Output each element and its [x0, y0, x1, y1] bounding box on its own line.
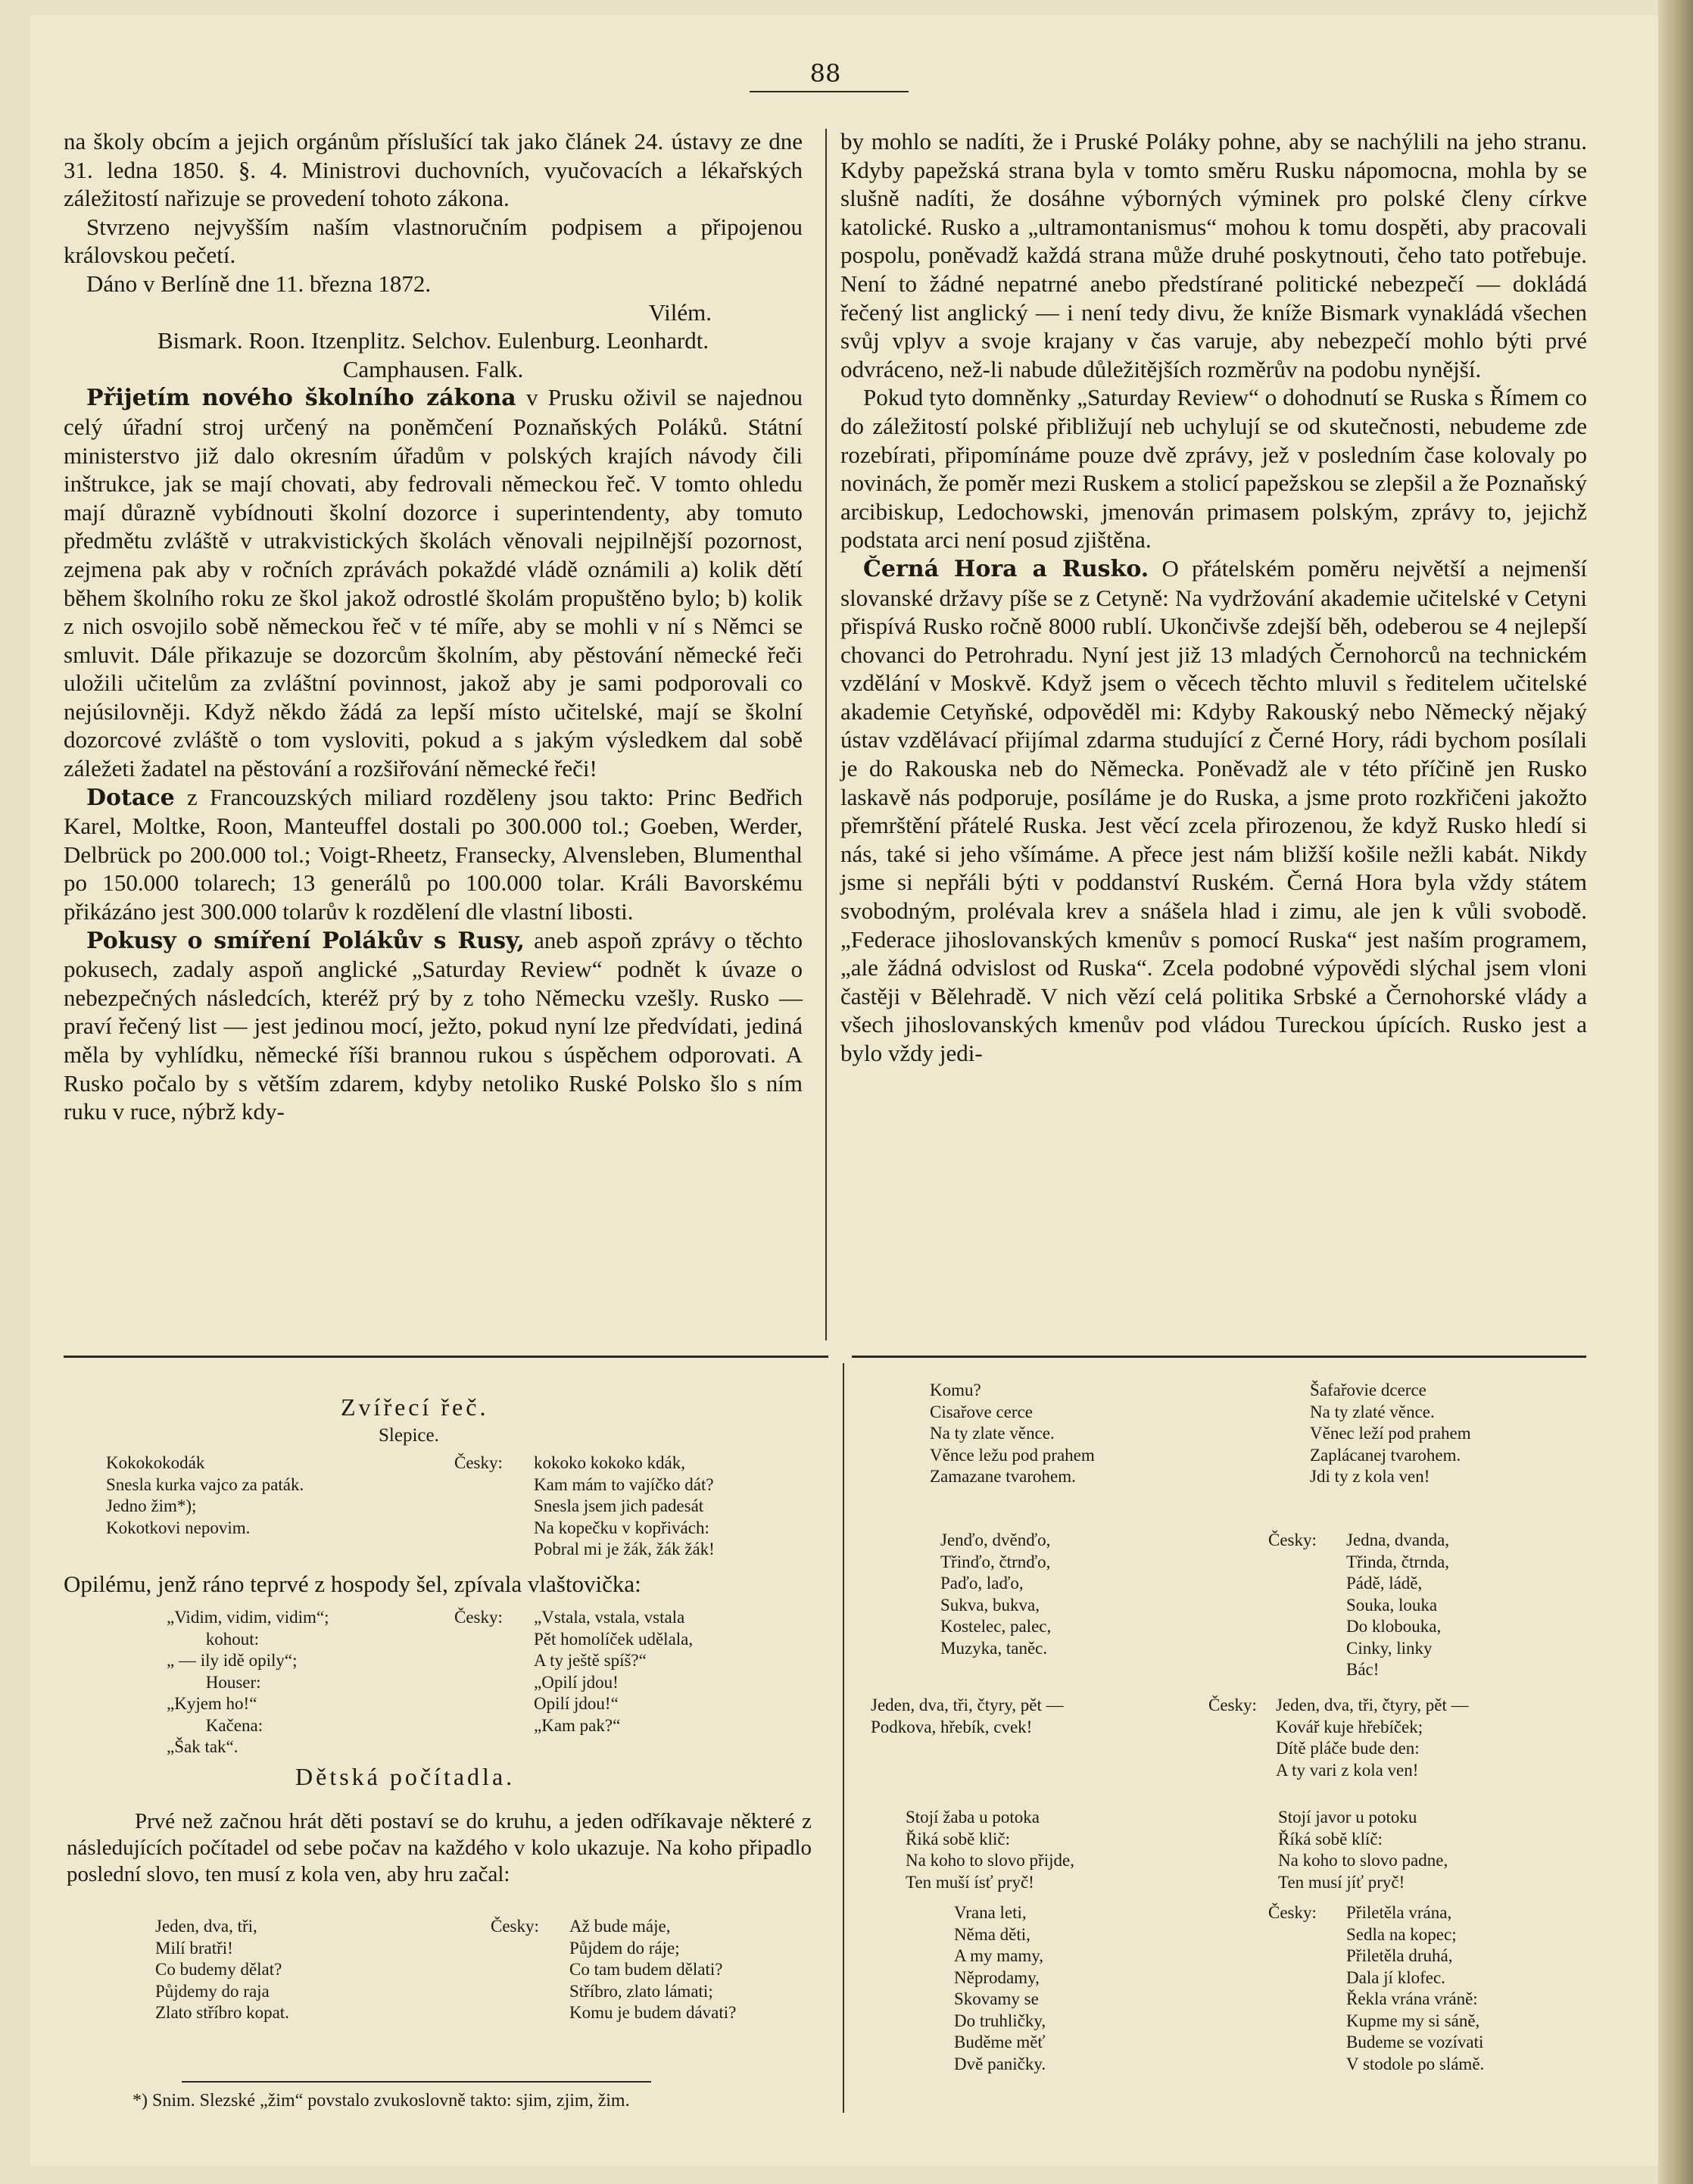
right-column	[840, 127, 1587, 1068]
header-rule	[750, 91, 909, 92]
article-body: z Francouzských miliard rozděleny jsou takto: Princ Bedřich Karel, Moltke, Roon, Manteuffel dostali po 300.000 tol.; Goeben, Werder, Delbrück po 200.000 tol.; Voigt-Rheetz, Fransecky, Alvensleben, Blumenthal po 150.000 tolarech; 13 generálů po 100.000 tolar. Králi Bavorskému přikázáno jest 300.000 tolarův k rozdělení dle vlastní libosti.	[64, 783, 803, 925]
drunkard-dialect: „Vidim, vidim, vidim“; kohout: „ — ily idě opily“; Houser: „Kyjem ho!“ Kačena: „Šak tak“.	[167, 1608, 329, 1756]
rhyme-6-czech: Přiletěla vrána, Sedla na kopec; Přiletěla druhá, Dala jí klofec. Řekla vrána vráně: Kupme my si sáně, Budeme se vozívati V stodole po slámě.	[1346, 1903, 1485, 2073]
cesky-label: Česky:	[454, 1453, 503, 1472]
rhyme-4-dialect: Jeden, dva, tři, čtyry, pět — Podkova, hřebík, cvek!	[871, 1696, 1064, 1736]
article-heading: Přijetím nového školního zákona	[86, 385, 516, 412]
article-paragraph: Pokud tyto domněnky „Saturday Review“ o dohodnutí se Ruska s Římem co do záležitostí polské přibližují neb uchylují se od skutečnosti, nebudeme zde rozebírati, připomínáme pouze dvě zprávy, jež v posledním čase kolovaly po novinách, že poměr mezi Ruskem a stolicí papežskou se zlepšil a že Poznaňský arcibiskup, Ledochowski, jmenován primasem polským, zprávy to, jejichž podstata arci není posud zjištěna.	[840, 384, 1587, 554]
section-rule-right	[852, 1356, 1586, 1358]
subtitle-hen: Slepice.	[379, 1425, 439, 1446]
left-column	[64, 127, 803, 1126]
article-continuation: by mohlo se nadíti, že i Pruské Poláky pohne, aby se nachýlili na jeho stranu. Kdyby papežská strana byla v tomto směru Rusku nápomocna, mohla by se slušně nadíti, že dosáhne výborných výminek pro polské členy církve katolické. Rusko a „ultramontanismus“ mohou k tomu dospěti, aby pracovali pospolu, poněvadž každá strana může druhé poskytnouti, čeho tato potřebuje. Není to žádné nepatrné anebo předstírané politické nebezpečí — dokládá řečený list anglický — i není tedy divu, že kníže Bismark vynakládá všechen svůj vplyv a svoje krajany v čas varuje, aby nebezpečí mohlo býti prvé odvráceno, než-li nabude důležitějších rozměrův na podobu nynější.	[840, 128, 1587, 382]
signature-ministers: Bismark. Roon. Itzenplitz. Selchov. Eulenburg. Leonhardt.	[157, 327, 709, 354]
binding-edge	[1658, 0, 1693, 2184]
hen-czech: kokoko kokoko kdák, Kam mám to vajíčko dát? Snesla jsem jich padesát Na kopečku v kopřivách: Pobral mi je žák, žák žák!	[534, 1453, 715, 1558]
page-number: 88	[809, 59, 841, 88]
article-body: O přátelském poměru největší a nejmenší slovanské državy píše se z Cetyně: Na vydržování akademie učitelské v Cetyni přispívá Rusko ročně 8000 rublí. Ukončivše zdejší běh, odeberou se 4 nejlepší chovanci do Petrohradu. Nyní jest již 13 mladých Černohorců na technickém vzdělání v Moskvě. Když jsem o věcech těchto mluvil s ředitelem učitelské akademie Cetyňské, odpověděl mi: Kdyby Rakouský nebo Německý nějaký ústav vzdělávací přijímal zdarma studující z Černé Hory, rádi bychom posílali je do Rakouska neb do Německa. Poněvadž ale v této příčině jen Rusko laskavě nás podporuje, posíláme je do Ruska, a jsme proto rozkřičeni jakožto přemrštění přátelé Ruska. Jest věcí zcela přirozenou, že když Rusko hledí si nás, také si jeho všímáme. A přece jest nám bližší košile nežli kabát. Nikdy jsme si nepřáli býti v poddanství Ruském. Černá Hora byla vždy státem svobodným, prolévala krev a snášela hlad i zimu, ale jen k vůli svobodě. „Federace jihoslovanských kmenův s pomocí Ruska“ jest naším programem, „ale žádná odvislost od Ruska“. Zcela podobné výpovědi slýchal jsem vloni častěji v Bělehradě. V nich vězí celá politika Srbské a Černohorské vlády a všech jihoslovanských kmenův pod vládou Tureckou úpících. Rusko jest a bylo vždy jedi-	[840, 554, 1587, 1066]
section-rule-left	[64, 1356, 828, 1358]
rhyme-2-dialect: Komu? Cisařove cerce Na ty zlate věnce. Věnce ležu pod prahem Zamazane tvarohem.	[930, 1381, 1095, 1486]
article-heading: Pokusy o smíření Polákův s Rusy,	[86, 927, 525, 954]
hen-dialect: Kokokokodák Snesla kurka vajco za paták. Jedno žim*); Kokotkovi nepovim.	[106, 1453, 304, 1537]
rhyme-4-czech: Jeden, dva, tři, čtyry, pět — Kovář kuje hřebíček; Dítě pláče bude den: A ty vari z kola ven!	[1276, 1696, 1469, 1780]
drunkard-czech: „Vstala, vstala, vstala Pět homolíček udělala, A ty ještě spíš?“ „Opilí jdou! Opilí jdou!“ „Kam pak?“	[534, 1608, 694, 1735]
rhyme-6-dialect: Vrana leti, Něma děti, A my mamy, Něprodamy, Skovamy se Do truhličky, Buděme měť Dvě paničky.	[954, 1903, 1046, 2073]
title-animal-speech: Zvířecí řeč.	[341, 1393, 489, 1421]
rhyme-1-dialect: Jeden, dva, tři, Milí bratři! Co budemy dělat? Půjdemy do raja Zlato stříbro kopat.	[155, 1917, 289, 2022]
article-dotace	[64, 783, 803, 926]
article-body: v Prusku oživil se najednou celý úřadní stroj určený na poněmčení Poznaňských Poláků. Státní ministerstvo již dalo okresním úřadům v polských krajích návody čili inštrukce, jak se mají chovati, aby fedrovali německou řeč. V tomto ohledu mají důrazně vybídnouti školní dozorce i superintendenty, aby tomuto předmětu zvláště v utrakvistických školách věnovali nejpilnější pozornost, zejmena pak aby v ročních zprávách pokaždé vládě oznámili a) kolik dětí během školního roku ze škol jakož odrostlé školám propuštěno bylo; b) kolik z nich osvojilo sobě německou řeč v té míře, aby se mohli v ní s Němci se smluvit. Dále přikazuje se dozorcům školním, aby pěstování německé řeči uložili učitelům za zvláštní povinnost, jakož aby je sami podporovali co nejúsilovněji. Když někdo žádá za lepší místo učitelské, mají se školní dozorcové zvláště o tom vysloviti, pokud a s jakým výsledkem dal sobě záležeti žadatel na pěstování a rozšiřování německé řeči!	[64, 384, 803, 782]
article-school-law	[64, 383, 803, 782]
cesky-label: Česky:	[1268, 1903, 1317, 1922]
column-divider	[825, 129, 827, 1340]
rhyme-2-czech: Šafařovie dcerce Na ty zlaté věnce. Věnec leží pod prahem Zaplácanej tvarohem. Jdi ty z kola ven!	[1310, 1381, 1471, 1486]
title-counting-rhymes: Dětská počítadla.	[295, 1763, 516, 1790]
article-reconciliation	[64, 926, 803, 1126]
article-body: aneb aspoň zprávy o těchto pokusech, zadaly aspoň anglické „Saturday Review“ podnět k úvaze o nebezpečných následcích, kteréž prý by z toho Německu vzešly. Rusko — praví řečený list — jest jedinou mocí, ježto, pokud nyní lze předvídati, jediná měla by vyhlídku, německé říši brannou rukou s úspěchem odporovati. A Rusko počalo by s větším zdarem, kdyby netoliko Ruské Polsko šlo s ním ruku v ruce, nýbrž kdy-	[64, 926, 803, 1125]
article-montenegro	[840, 554, 1587, 1068]
feuilleton-divider	[843, 1363, 844, 2113]
counting-intro: Prvé než začnou hrát děti postaví se do kruhu, a jeden odříkavaje některé z následujících počítadel od sebe počav na každého v kolo ukazuje. Na koho připadlo poslední slovo, ten musí z kola ven, aby hru začal:	[67, 1809, 812, 1886]
cesky-label: Česky:	[491, 1917, 539, 1936]
rhyme-3-dialect: Jenďo, dvěnďo, Třinďo, čtrnďo, Paďo, laďo, Sukva, bukva, Kostelec, palec, Muzyka, taněc.	[940, 1530, 1052, 1658]
rhyme-5-dialect: Stojí žaba u potoka Řiká sobě klič: Na koho to slovo přijde, Ten muší ísť pryč!	[906, 1808, 1074, 1892]
cesky-label: Česky:	[454, 1608, 503, 1627]
cesky-label: Česky:	[1208, 1696, 1257, 1714]
law-text: na školy obcím a jejich orgánům příslušící tak jako článek 24. ústavy ze dne 31. ledna 1850. §. 4. Ministrovi duchovních, vyučovacích a lékařských záležitostí nařizuje se provedení tohoto zákona.	[64, 128, 803, 212]
article-heading: Dotace	[86, 784, 175, 811]
law-seal: Stvrzeno nejvyšším naším vlastnoručním podpisem a připojenou královskou pečetí.	[64, 213, 803, 269]
signature-ministers-2: Camphausen. Falk.	[342, 355, 524, 382]
footnote-rule	[182, 2081, 651, 2083]
footnote: *) Snim. Slezské „žim“ povstalo zvukoslovně takto: sjim, zjim, žim.	[133, 2091, 630, 2111]
article-heading: Černá Hora a Rusko.	[863, 555, 1149, 582]
cesky-label: Česky:	[1268, 1530, 1317, 1549]
rhyme-3-czech: Jedna, dvanda, Třinda, čtrnda, Pádě, ládě, Souka, louka Do klobouka, Cinky, linky Bác!	[1346, 1530, 1450, 1679]
law-date: Dáno v Berlíně dne 11. března 1872.	[86, 270, 432, 297]
rhyme-1-czech: Až bude máje, Půjdem do ráje; Co tam budem dělati? Stříbro, zlato lámati; Komu je budem dávati?	[569, 1917, 737, 2022]
signature-king: Vilém.	[648, 298, 712, 326]
drunkard-intro: Opilému, jenž ráno teprvé z hospody šel, zpívala vlaštovička:	[64, 1571, 641, 1597]
rhyme-5-czech: Stojí javor u potoku Říká sobě klíč: Na koho to slovo padne, Ten musí jíť pryč!	[1278, 1808, 1448, 1892]
